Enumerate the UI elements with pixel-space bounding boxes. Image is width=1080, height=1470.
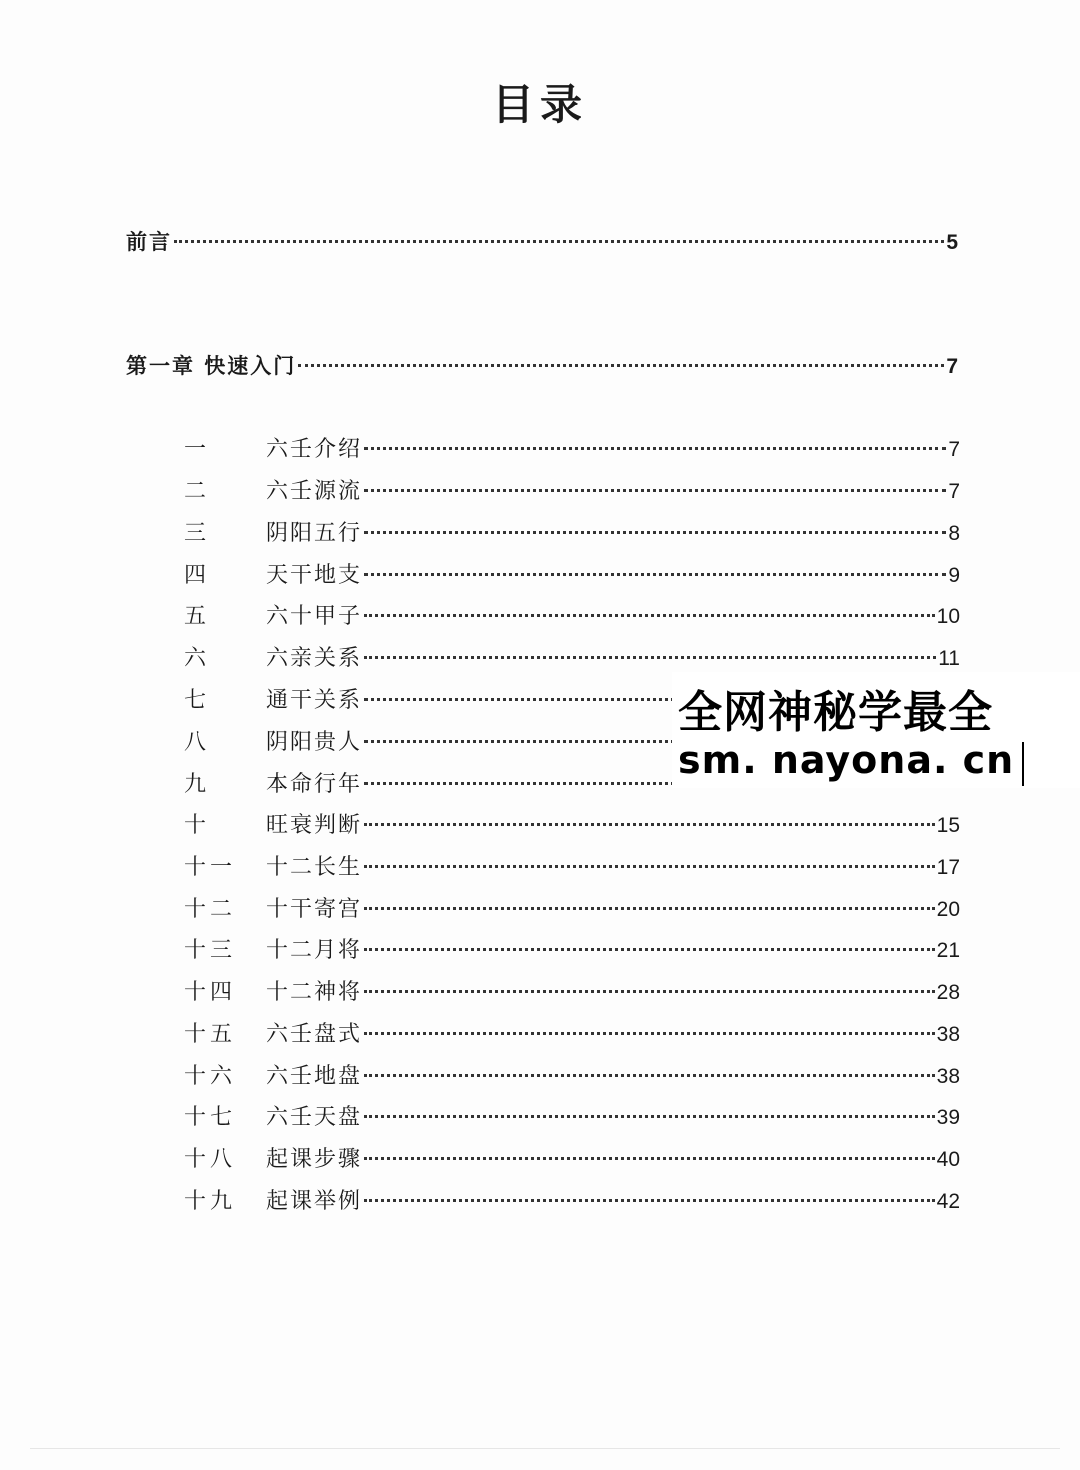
toc-item-label: 六十甲子	[266, 604, 363, 629]
toc-item-number: 十六	[184, 1064, 237, 1089]
toc-item-number: 三	[184, 521, 211, 546]
toc-item-number: 七	[184, 688, 211, 713]
dot-leader	[364, 656, 936, 659]
toc-page-number: 28	[936, 981, 960, 1004]
dot-leader	[364, 573, 946, 576]
watermark-overlay	[672, 672, 1080, 788]
toc-page-number: 5	[946, 231, 958, 254]
toc-page-number: 7	[946, 355, 958, 378]
toc-item[interactable]	[184, 1186, 960, 1218]
toc-page-number: 10	[936, 605, 960, 628]
toc-item-number: 四	[184, 563, 211, 588]
toc-item[interactable]	[184, 852, 960, 884]
toc-item-label: 六壬介绍	[266, 437, 363, 462]
toc-item-number: 十二	[184, 897, 237, 922]
toc-item-number: 二	[184, 479, 211, 504]
toc-item-number: 十一	[184, 855, 237, 880]
toc-item-label: 十二神将	[266, 980, 363, 1005]
toc-item[interactable]	[184, 810, 960, 842]
toc-item-label: 起课步骤	[266, 1147, 363, 1172]
toc-page-number: 39	[936, 1106, 960, 1129]
dot-leader	[364, 823, 935, 826]
dot-leader	[364, 447, 946, 450]
toc-entry-label: 前言	[126, 230, 172, 254]
toc-page-number: 21	[936, 939, 960, 962]
toc-page-number: 38	[936, 1023, 960, 1046]
watermark-text: 全网神秘学最全	[678, 687, 993, 738]
toc-page-number: 15	[936, 814, 960, 837]
toc-item-label: 十二月将	[266, 938, 363, 963]
toc-item-number: 十七	[184, 1105, 237, 1130]
dot-leader	[364, 948, 935, 951]
toc-item-label: 十干寄宫	[266, 897, 363, 922]
toc-item-label: 阴阳五行	[266, 521, 363, 546]
toc-page-number: 40	[936, 1148, 960, 1171]
watermark-url: sm. nayona. cn	[678, 738, 1015, 782]
toc-page-number: 11	[938, 647, 960, 670]
toc-entry-preface[interactable]	[126, 226, 958, 258]
toc-page-number: 9	[948, 564, 960, 587]
toc-item-label: 通干关系	[266, 688, 363, 713]
toc-item-number: 十四	[184, 980, 237, 1005]
toc-item-label: 六壬地盘	[266, 1064, 363, 1089]
toc-item[interactable]	[184, 643, 960, 675]
toc-item-label: 阴阳贵人	[266, 730, 363, 755]
toc-item[interactable]	[184, 518, 960, 550]
dot-leader	[364, 1115, 935, 1118]
toc-entry-label: 第一章 快速入门	[126, 354, 297, 378]
toc-page-number: 7	[948, 438, 960, 461]
dot-leader	[364, 1032, 935, 1035]
toc-item-number: 十	[184, 813, 211, 838]
page-edge-line	[30, 1448, 1060, 1449]
toc-item-label: 六壬天盘	[266, 1105, 363, 1130]
dot-leader	[364, 1074, 935, 1077]
dot-leader	[364, 489, 946, 492]
toc-item-label: 本命行年	[266, 772, 363, 797]
toc-item[interactable]	[184, 434, 960, 466]
toc-item-label: 六壬源流	[266, 479, 363, 504]
toc-item[interactable]	[184, 601, 960, 633]
toc-item[interactable]	[184, 935, 960, 967]
toc-item[interactable]	[184, 1102, 960, 1134]
toc-item-number: 九	[184, 772, 211, 797]
toc-item[interactable]	[184, 894, 960, 926]
toc-item[interactable]	[184, 476, 960, 508]
dot-leader	[364, 907, 935, 910]
toc-entry-chapter-1[interactable]	[126, 350, 958, 382]
toc-item[interactable]	[184, 1019, 960, 1051]
toc-page-number: 38	[936, 1065, 960, 1088]
toc-item[interactable]	[184, 1144, 960, 1176]
dot-leader	[364, 1157, 935, 1160]
dot-leader	[364, 990, 935, 993]
toc-page-number: 17	[936, 856, 960, 879]
toc-item-label: 天干地支	[266, 563, 363, 588]
dot-leader	[364, 614, 935, 617]
toc-item-number: 十五	[184, 1022, 237, 1047]
toc-item-number: 一	[184, 437, 211, 462]
toc-item-label: 起课举例	[266, 1189, 363, 1214]
toc-item-number: 十八	[184, 1147, 237, 1172]
dot-leader	[364, 1199, 935, 1202]
toc-page-number: 20	[936, 898, 960, 921]
toc-item-number: 十九	[184, 1189, 237, 1214]
toc-item-label: 十二长生	[266, 855, 363, 880]
toc-item-label: 旺衰判断	[266, 813, 363, 838]
toc-page-number: 42	[936, 1190, 960, 1213]
toc-item-label: 六壬盘式	[266, 1022, 363, 1047]
toc-item[interactable]	[184, 1061, 960, 1093]
toc-item-number: 六	[184, 646, 211, 671]
dot-leader	[174, 240, 944, 243]
text-cursor	[1022, 742, 1024, 786]
toc-item-number: 八	[184, 730, 211, 755]
toc-page-number: 8	[948, 522, 960, 545]
dot-leader	[364, 531, 946, 534]
toc-item-label: 六亲关系	[266, 646, 363, 671]
toc-item-number: 十三	[184, 938, 237, 963]
toc-page-number: 7	[948, 480, 960, 503]
toc-item-number: 五	[184, 604, 211, 629]
toc-item[interactable]	[184, 560, 960, 592]
dot-leader	[298, 364, 944, 367]
dot-leader	[364, 865, 935, 868]
page-title: 目录	[491, 80, 588, 129]
toc-item[interactable]	[184, 977, 960, 1009]
